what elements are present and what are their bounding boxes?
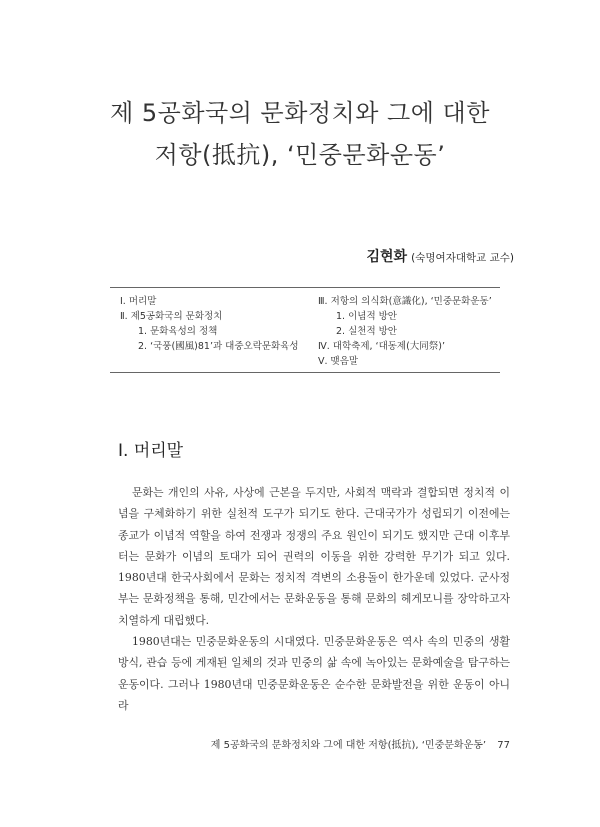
title-line-1: 제 5공화국의 문화정치와 그에 대한 [110,99,490,127]
body-text [118,482,510,716]
toc-item: Ⅰ. 머리말 [120,296,157,307]
toc-item: Ⅴ. 맺음말 [318,356,359,367]
toc-subitem: 2. ‘국풍(國風)81’과 대중오락문화육성 [138,341,299,352]
toc-right-column [318,294,492,369]
running-title: 제 5공화국의 문화정치와 그에 대한 저항(抵抗), ‘민중문화운동’ [210,740,487,751]
table-of-contents [110,287,500,373]
author-name: 김현화 [366,249,408,265]
page-footer [211,736,510,751]
toc-subitem: 2. 실천적 방안 [336,326,397,337]
title-line-2: 저항(抵抗), ‘민중문화운동’ [154,141,446,169]
author-affiliation: (숙명여자대학교 교수) [411,252,514,264]
section-heading: Ⅰ. 머리말 [118,441,184,461]
toc-subitem: 1. 문화육성의 정책 [138,326,218,337]
toc-subitem: 1. 이념적 방안 [336,311,397,322]
toc-item: Ⅱ. 제5공화국의 문화정치 [120,311,223,322]
toc-item: Ⅲ. 저항의 의식화(意識化), ‘민중문화운동’ [318,296,492,307]
paragraph: 문화는 개인의 사유, 사상에 근본을 두지만, 사회적 맥락과 결합되면 정치적 이념을 구체화하기 위한 실천적 도구가 되기도 한다. 근대국가가 성립되기 이전에는 종교가 이념적 역할을 하여 전쟁과 정쟁의 주요 원인이 되기도 했지만 근대 이후부터는 문화가 이념의 토대가 되어 권력의 이동을 위한 강력한 무기가 되고 있다. 1980년대 한국사회에서 문화는 정치적 격변의 소용돌이 한가운데 있었다. 군사정부는 문화정책을 통해, 민간에서는 문화운동을 통해 문화의 헤게모니를 장악하고자 치열하게 대립했다. [118,486,510,627]
toc-left-column [120,294,299,354]
paragraph: 1980년대는 민중문화운동의 시대였다. 민중문화운동은 역사 속의 민중의 생활방식, 관습 등에 게재된 일체의 것과 민중의 삶 속에 녹아있는 문화예술을 탐구하는 운동이다. 그러나 1980년대 민중문화운동은 순수한 문화발전을 위한 운동이 아니라 [118,635,510,712]
page-number: 77 [497,740,510,751]
author-line [366,246,514,266]
toc-item: Ⅳ. 대학축제, ‘대동제(大同祭)’ [318,341,446,352]
paper-title [0,92,600,176]
